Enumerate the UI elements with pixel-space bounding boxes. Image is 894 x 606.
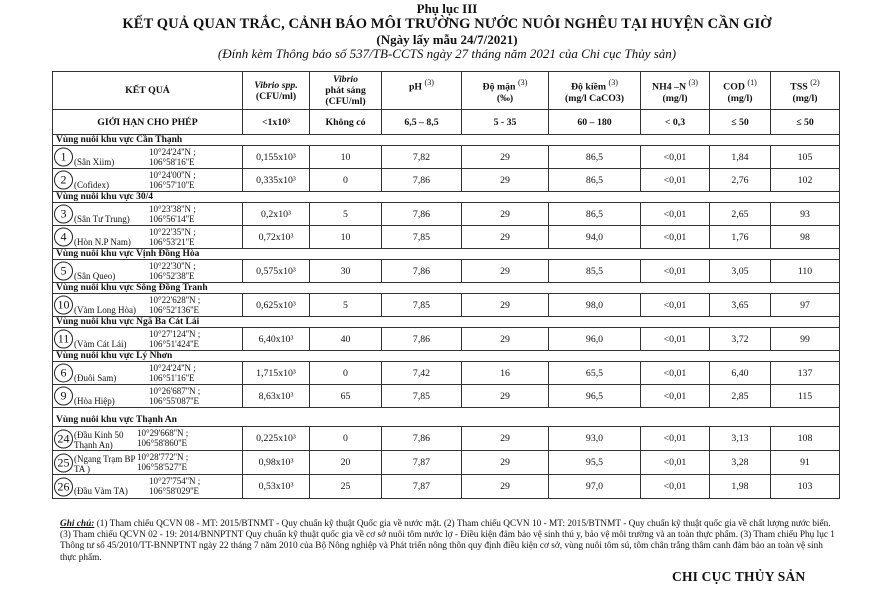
site-number-badge: 24 [54, 429, 73, 448]
cell-tss: 110 [771, 260, 840, 283]
cell-cod: 3,72 [710, 328, 771, 351]
table-row [53, 328, 840, 351]
attachment-note: (Đính kèm Thông báo số 537/TB-CCTS ngày 27 tháng năm 2021 của Chi cục Thủy sản) [217, 46, 677, 61]
cell-alk: 95,5 [549, 451, 641, 475]
cell-vibrio: 0,625x10³ [243, 294, 310, 317]
region-row [53, 408, 840, 427]
col-tss: TSS $^{(2)}$ (mg/l) [771, 72, 840, 110]
cell-alk: 86,5 [549, 146, 641, 169]
region-label: Vùng nuôi khu vực Lý Nhơn [53, 351, 840, 362]
site-number-badge: 25 [54, 453, 73, 472]
cell-lum: 30 [310, 260, 382, 283]
cell-alk: 98,0 [549, 294, 641, 317]
results-table [52, 71, 840, 499]
cell-vibrio: 0,72x10³ [243, 226, 310, 249]
cell-tss: 103 [771, 475, 840, 499]
cell-lum: 5 [310, 203, 382, 226]
cell-alk: 96,0 [549, 328, 641, 351]
site-name: (Sân Tư Trung) [74, 214, 130, 224]
limit-vibrio: <1x10³ [243, 110, 310, 135]
cell-tss: 91 [771, 451, 840, 475]
cell-cod: 2,65 [710, 203, 771, 226]
region-row [53, 317, 840, 328]
cell-alk: 97,0 [549, 475, 641, 499]
cell-cod: 2,85 [710, 385, 771, 408]
cell-tss: 137 [771, 362, 840, 385]
cell-cod: 1,76 [710, 226, 771, 249]
site-coordinates: 10°24'24''N ; 106°51'16''E [149, 363, 196, 383]
site-coordinates: 10°23'38''N ; 106°56'14''E [149, 204, 196, 224]
table-row [53, 146, 840, 169]
cell-ph: 7,86 [382, 260, 462, 283]
cell-sal: 29 [462, 226, 549, 249]
site-coordinates: 10°22'35''N ; 106°53'21''E [149, 227, 196, 247]
cell-nh4: <0,01 [641, 328, 710, 351]
cell-cod: 2,76 [710, 169, 771, 192]
cell-tss: 105 [771, 146, 840, 169]
cell-ph: 7,85 [382, 226, 462, 249]
cell-alk: 96,5 [549, 385, 641, 408]
table-row [53, 203, 840, 226]
table-row [53, 475, 840, 499]
site-coordinates: 10°22'30''N ; 106°52'38''E [149, 261, 196, 281]
region-row [53, 192, 840, 203]
cell-nh4: <0,01 [641, 294, 710, 317]
site-location [53, 475, 243, 499]
cell-sal: 29 [462, 146, 549, 169]
cell-ph: 7,86 [382, 203, 462, 226]
cell-ph: 7,82 [382, 146, 462, 169]
cell-lum: 0 [310, 427, 382, 451]
col-ph: pH $^{(3)}$ [382, 72, 462, 110]
cell-lum: 0 [310, 169, 382, 192]
site-location [53, 385, 243, 408]
cell-ph: 7,85 [382, 294, 462, 317]
table-row [53, 385, 840, 408]
site-number-badge: 1 [54, 148, 73, 167]
cell-lum: 65 [310, 385, 382, 408]
site-name: (Vàm Long Hòa) [74, 305, 136, 315]
region-label: Vùng nuôi khu vực Sông Đồng Tranh [53, 283, 840, 294]
site-location [53, 328, 243, 351]
site-name: (Đầu Kinh 50 Thạnh An) [74, 430, 124, 450]
site-location [53, 427, 243, 451]
region-row [53, 135, 840, 146]
cell-vibrio: 0,53x10³ [243, 475, 310, 499]
site-name: (Đuôi Sam) [74, 373, 117, 383]
cell-cod: 3,13 [710, 427, 771, 451]
table-row [53, 169, 840, 192]
cell-nh4: <0,01 [641, 362, 710, 385]
limit-cod: ≤ 50 [710, 110, 771, 135]
cell-alk: 94,0 [549, 226, 641, 249]
cell-ph: 7,85 [382, 385, 462, 408]
cell-nh4: <0,01 [641, 146, 710, 169]
cell-nh4: <0,01 [641, 226, 710, 249]
cell-nh4: <0,01 [641, 427, 710, 451]
cell-tss: 115 [771, 385, 840, 408]
site-location [53, 294, 243, 317]
cell-lum: 40 [310, 328, 382, 351]
site-name: (Hòn N.P Nam) [74, 237, 131, 247]
region-label: Vùng nuôi khu vực Ngã Ba Cát Lái [53, 317, 840, 328]
document-title: KẾT QUẢ QUAN TRẮC, CẢNH BÁO MÔI TRƯỜNG NƯỚC NUÔI NGHÊU TẠI HUYỆN CẦN GIỜ [122, 16, 772, 32]
header-row [53, 72, 840, 110]
limit-lum: Không có [310, 110, 382, 135]
cell-sal: 29 [462, 203, 549, 226]
cell-alk: 93,0 [549, 427, 641, 451]
site-name: (Cofidex) [74, 180, 109, 190]
cell-cod: 6,40 [710, 362, 771, 385]
site-location [53, 362, 243, 385]
limit-label: GIỚI HẠN CHO PHÉP [53, 110, 243, 135]
cell-sal: 29 [462, 451, 549, 475]
cell-cod: 3,28 [710, 451, 771, 475]
region-label: Vùng nuôi khu vực Cần Thạnh [53, 135, 840, 146]
cell-lum: 0 [310, 362, 382, 385]
cell-sal: 16 [462, 362, 549, 385]
site-number-badge: 4 [54, 228, 73, 247]
cell-vibrio: 0,575x10³ [243, 260, 310, 283]
cell-nh4: <0,01 [641, 451, 710, 475]
cell-sal: 29 [462, 427, 549, 451]
cell-sal: 29 [462, 475, 549, 499]
limits-row [53, 110, 840, 135]
site-number-badge: 5 [54, 262, 73, 281]
site-number-badge: 3 [54, 205, 73, 224]
site-coordinates: 10°27'124''N ; 106°51'424''E [149, 329, 201, 349]
cell-vibrio: 1,715x10³ [243, 362, 310, 385]
footnotes [60, 519, 840, 564]
site-name: (Hòa Hiệp) [74, 396, 115, 406]
cell-lum: 10 [310, 146, 382, 169]
cell-sal: 29 [462, 294, 549, 317]
limit-nh4: < 0,3 [641, 110, 710, 135]
table-row [53, 427, 840, 451]
cell-tss: 108 [771, 427, 840, 451]
cell-sal: 29 [462, 169, 549, 192]
site-name: (Sân Queo) [74, 271, 116, 281]
table-row [53, 226, 840, 249]
cell-nh4: <0,01 [641, 475, 710, 499]
col-vibrio-luminous: Vibrio phát sáng (CFU/ml) [310, 72, 382, 110]
table-row [53, 451, 840, 475]
cell-vibrio: 6,40x10³ [243, 328, 310, 351]
cell-cod: 1,98 [710, 475, 771, 499]
col-nh4: NH4 –N $^{(3)}$ (mg/l) [641, 72, 710, 110]
cell-lum: 10 [310, 226, 382, 249]
site-coordinates: 10°26'687''N ; 106°55'087''E [149, 386, 201, 406]
cell-nh4: <0,01 [641, 260, 710, 283]
cell-lum: 20 [310, 451, 382, 475]
site-location [53, 203, 243, 226]
sampling-date: (Ngày lấy mẫu 24/7/2021) [376, 32, 518, 47]
cell-ph: 7,87 [382, 475, 462, 499]
cell-ph: 7,86 [382, 328, 462, 351]
site-location [53, 451, 243, 475]
cell-vibrio: 0,155x10³ [243, 146, 310, 169]
col-cod: COD $^{(1)}$ (mg/l) [710, 72, 771, 110]
cell-nh4: <0,01 [641, 169, 710, 192]
site-number-badge: 10 [54, 296, 73, 315]
cell-tss: 102 [771, 169, 840, 192]
cell-sal: 29 [462, 328, 549, 351]
cell-tss: 97 [771, 294, 840, 317]
site-name: (Ngang Trạm BP TA ) [74, 454, 136, 474]
cell-alk: 86,5 [549, 169, 641, 192]
site-location [53, 169, 243, 192]
site-number-badge: 9 [54, 387, 73, 406]
site-location [53, 226, 243, 249]
cell-cod: 3,65 [710, 294, 771, 317]
cell-sal: 29 [462, 385, 549, 408]
cell-lum: 5 [310, 294, 382, 317]
site-name: (Sân Xiim) [74, 157, 115, 167]
site-number-badge: 26 [54, 477, 73, 496]
region-row [53, 351, 840, 362]
region-label: Vùng nuôi khu vực Thạnh An [53, 408, 840, 427]
site-coordinates: 10°22'628''N ; 106°52'136''E [149, 295, 201, 315]
site-name: (Vàm Cát Lái) [74, 339, 127, 349]
cell-lum: 25 [310, 475, 382, 499]
limit-ph: 6,5 – 8,5 [382, 110, 462, 135]
cell-ph: 7,86 [382, 427, 462, 451]
col-result: KẾT QUẢ [53, 72, 243, 110]
cell-vibrio: 0,335x10³ [243, 169, 310, 192]
issuer-signature: CHI CỤC THỦY SẢN [672, 569, 806, 584]
cell-vibrio: 0,225x10³ [243, 427, 310, 451]
table-row [53, 260, 840, 283]
cell-cod: 1,84 [710, 146, 771, 169]
region-row [53, 249, 840, 260]
cell-alk: 86,5 [549, 203, 641, 226]
site-coordinates: 10°24'24''N ; 106°58'16''E [149, 147, 196, 167]
region-row [53, 283, 840, 294]
cell-alk: 85,5 [549, 260, 641, 283]
cell-sal: 29 [462, 260, 549, 283]
col-alkalinity: Độ kiềm $^{(3)}$ (mg/l CaCO3) [549, 72, 641, 110]
site-coordinates: 10°29'668''N ; 106°58'860''E [137, 428, 189, 448]
footnotes-text: (1) Tham chiếu QCVN 08 - MT: 2015/BTNMT - Quy chuẩn kỹ thuật Quốc gia về nước mặt. (2) Tham chiếu QCVN 10 - MT: 2015/BTNMT - Quy chuẩn kỹ thuật quốc gia về chất lượng nước biển. (3) Tham chiếu QCVN 02 - 19: 2014/BNNPTNT Quy chuẩn kỹ thuật quốc gia về cơ sở nuôi tôm nước lợ - Điều kiện đảm bảo vệ sinh thú y, bảo vệ môi trường và an toàn thực phẩm. (3) Tham chiếu Phụ lục 1 Thông tư số 45/2010/TT-BNNPTNT ngày 22 tháng 7 năm 2010 của Bộ Nông nghiệp và Phát triển nông thôn quy định điều kiện cơ sở, vùng nuôi tôm sú, tôm chân trắng thâm canh đảm bảo an toàn vệ sinh thực phẩm. [60, 519, 835, 563]
cell-tss: 93 [771, 203, 840, 226]
cell-nh4: <0,01 [641, 385, 710, 408]
cell-vibrio: 0,2x10³ [243, 203, 310, 226]
cell-tss: 98 [771, 226, 840, 249]
site-name: (Đầu Vàm TA) [74, 486, 128, 496]
site-coordinates: 10°28'772''N ; 106°58'527''E [137, 452, 189, 472]
site-number-badge: 2 [54, 171, 73, 190]
site-number-badge: 11 [54, 330, 73, 349]
limit-tss: ≤ 50 [771, 110, 840, 135]
cell-alk: 65,5 [549, 362, 641, 385]
cell-cod: 3,05 [710, 260, 771, 283]
table-row [53, 362, 840, 385]
cell-ph: 7,42 [382, 362, 462, 385]
site-location [53, 260, 243, 283]
cell-vibrio: 8,63x10³ [243, 385, 310, 408]
cell-vibrio: 0,98x10³ [243, 451, 310, 475]
col-vibrio: Vibrio spp. (CFU/ml) [243, 72, 310, 110]
limit-salinity: 5 - 35 [462, 110, 549, 135]
cell-ph: 7,87 [382, 451, 462, 475]
col-salinity: Độ mặn $^{(3)}$ (‰) [462, 72, 549, 110]
table-row [53, 294, 840, 317]
site-number-badge: 6 [54, 364, 73, 383]
limit-alk: 60 – 180 [549, 110, 641, 135]
region-label: Vùng nuôi khu vực Vịnh Đồng Hòa [53, 249, 840, 260]
site-coordinates: 10°27'754''N ; 106°58'029''E [149, 476, 201, 496]
site-location [53, 146, 243, 169]
appendix-label: Phụ lục III [416, 1, 478, 16]
cell-nh4: <0,01 [641, 203, 710, 226]
site-coordinates: 10°24'00''N ; 106°57'10''E [149, 170, 196, 190]
footnotes-label: Ghi chú: [60, 519, 95, 529]
cell-ph: 7,86 [382, 169, 462, 192]
region-label: Vùng nuôi khu vực 30/4 [53, 192, 840, 203]
cell-tss: 99 [771, 328, 840, 351]
